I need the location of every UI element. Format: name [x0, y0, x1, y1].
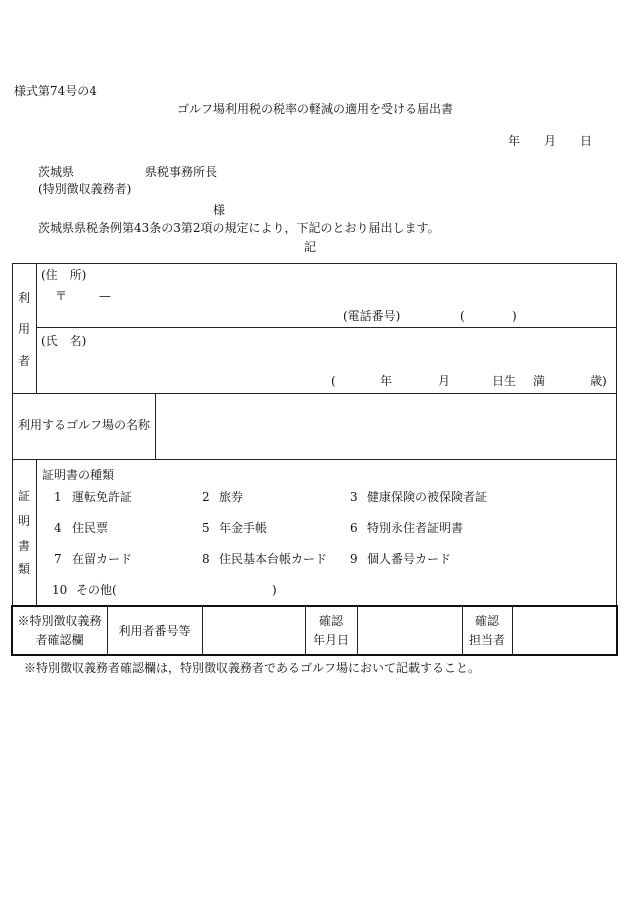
footnote: ※特別徴収義務者確認欄は，特別徴収義務者であるゴルフ場において記載すること。	[24, 661, 481, 675]
birth-open-paren: (	[331, 374, 336, 388]
document-item-label: 運転免許証	[72, 490, 133, 504]
document-item-other-label: その他(	[76, 583, 117, 597]
documents-header-char: 明	[17, 514, 30, 528]
documents-header-char: 証	[17, 489, 30, 503]
form-number: 様式第74号の4	[14, 84, 97, 98]
confirmation-box	[11, 605, 618, 656]
phone-open-paren: (	[460, 309, 465, 323]
address-label: (住 所)	[41, 268, 87, 282]
date-day-label: 日	[580, 134, 593, 148]
user-header-char: 利	[17, 291, 30, 305]
honorific: 様	[213, 203, 226, 217]
table-rule	[36, 263, 37, 393]
document-item-label: 個人番号カード	[367, 552, 452, 566]
document-item-number: 7	[54, 552, 62, 566]
user-header-char: 者	[17, 354, 30, 368]
phone-close-paren: )	[512, 309, 517, 323]
document-item-number: 3	[350, 490, 358, 504]
confirmation-rule	[512, 606, 513, 655]
collector-confirmation-label: ※特別徴収義務	[17, 614, 102, 628]
confirmation-staff-label: 確認	[474, 614, 499, 628]
document-item-label: 特別永住者証明書	[367, 521, 464, 535]
table-rule	[12, 393, 617, 394]
date-month-label: 月	[544, 134, 557, 148]
document-item-number: 9	[350, 552, 358, 566]
document-item-number: 8	[202, 552, 210, 566]
document-item-number: 6	[350, 521, 358, 535]
age-suffix: 歳)	[590, 374, 607, 388]
document-item-label: 在留カード	[72, 552, 133, 566]
name-label: (氏 名)	[41, 334, 87, 348]
document-item-label: 年金手帳	[219, 521, 268, 535]
document-item-number: 2	[202, 490, 210, 504]
user-header-char: 用	[17, 322, 30, 336]
birth-year-label: 年	[380, 374, 393, 388]
form-title: ゴルフ場利用税の税率の軽減の適用を受ける届出書	[176, 102, 453, 116]
document-item-number: 1	[54, 490, 62, 504]
table-rule	[155, 393, 156, 459]
ki-mark: 記	[304, 240, 317, 254]
confirmation-staff-label: 担当者	[468, 633, 505, 647]
document-item-label: 住民基本台帳カード	[219, 552, 328, 566]
document-item-other-close: )	[272, 583, 277, 597]
golf-course-label: 利用するゴルフ場の名称	[18, 418, 151, 432]
postal-mark: 〒	[55, 289, 68, 303]
age-prefix: 満	[533, 374, 546, 388]
table-rule	[36, 459, 37, 606]
confirmation-rule	[357, 606, 358, 655]
document-item-number: 4	[54, 521, 62, 535]
document-item-label: 健康保険の被保険者証	[367, 490, 488, 504]
confirmation-date-label: 年月日	[312, 633, 349, 647]
table-rule	[36, 327, 617, 328]
statement: 茨城県県税条例第43条の3第2項の規定により，下記のとおり届出します。	[38, 221, 440, 235]
postal-dash: —	[99, 289, 111, 303]
date-year-label: 年	[508, 134, 521, 148]
addressee-prefecture: 茨城県	[38, 165, 75, 179]
documents-header-char: 類	[17, 562, 30, 576]
document-item-label: 住民票	[72, 521, 109, 535]
birth-day-label: 日生	[492, 374, 517, 388]
documents-header-char: 書	[17, 539, 30, 553]
collector-confirmation-label: 者確認欄	[35, 633, 84, 647]
document-item-number: 10	[52, 583, 68, 597]
document-types-label: 証明書の種類	[42, 468, 115, 482]
addressee-office: 県税事務所長	[145, 165, 218, 179]
table-rule	[12, 459, 617, 460]
birth-month-label: 月	[438, 374, 451, 388]
confirmation-rule	[202, 606, 203, 655]
confirmation-date-label: 確認	[318, 614, 343, 628]
phone-label: (電話番号)	[343, 309, 401, 323]
submitter-label: (特別徴収義務者)	[38, 182, 132, 196]
user-number-label: 利用者番号等	[118, 624, 191, 638]
document-item-label: 旅券	[219, 490, 244, 504]
document-item-number: 5	[202, 521, 210, 535]
